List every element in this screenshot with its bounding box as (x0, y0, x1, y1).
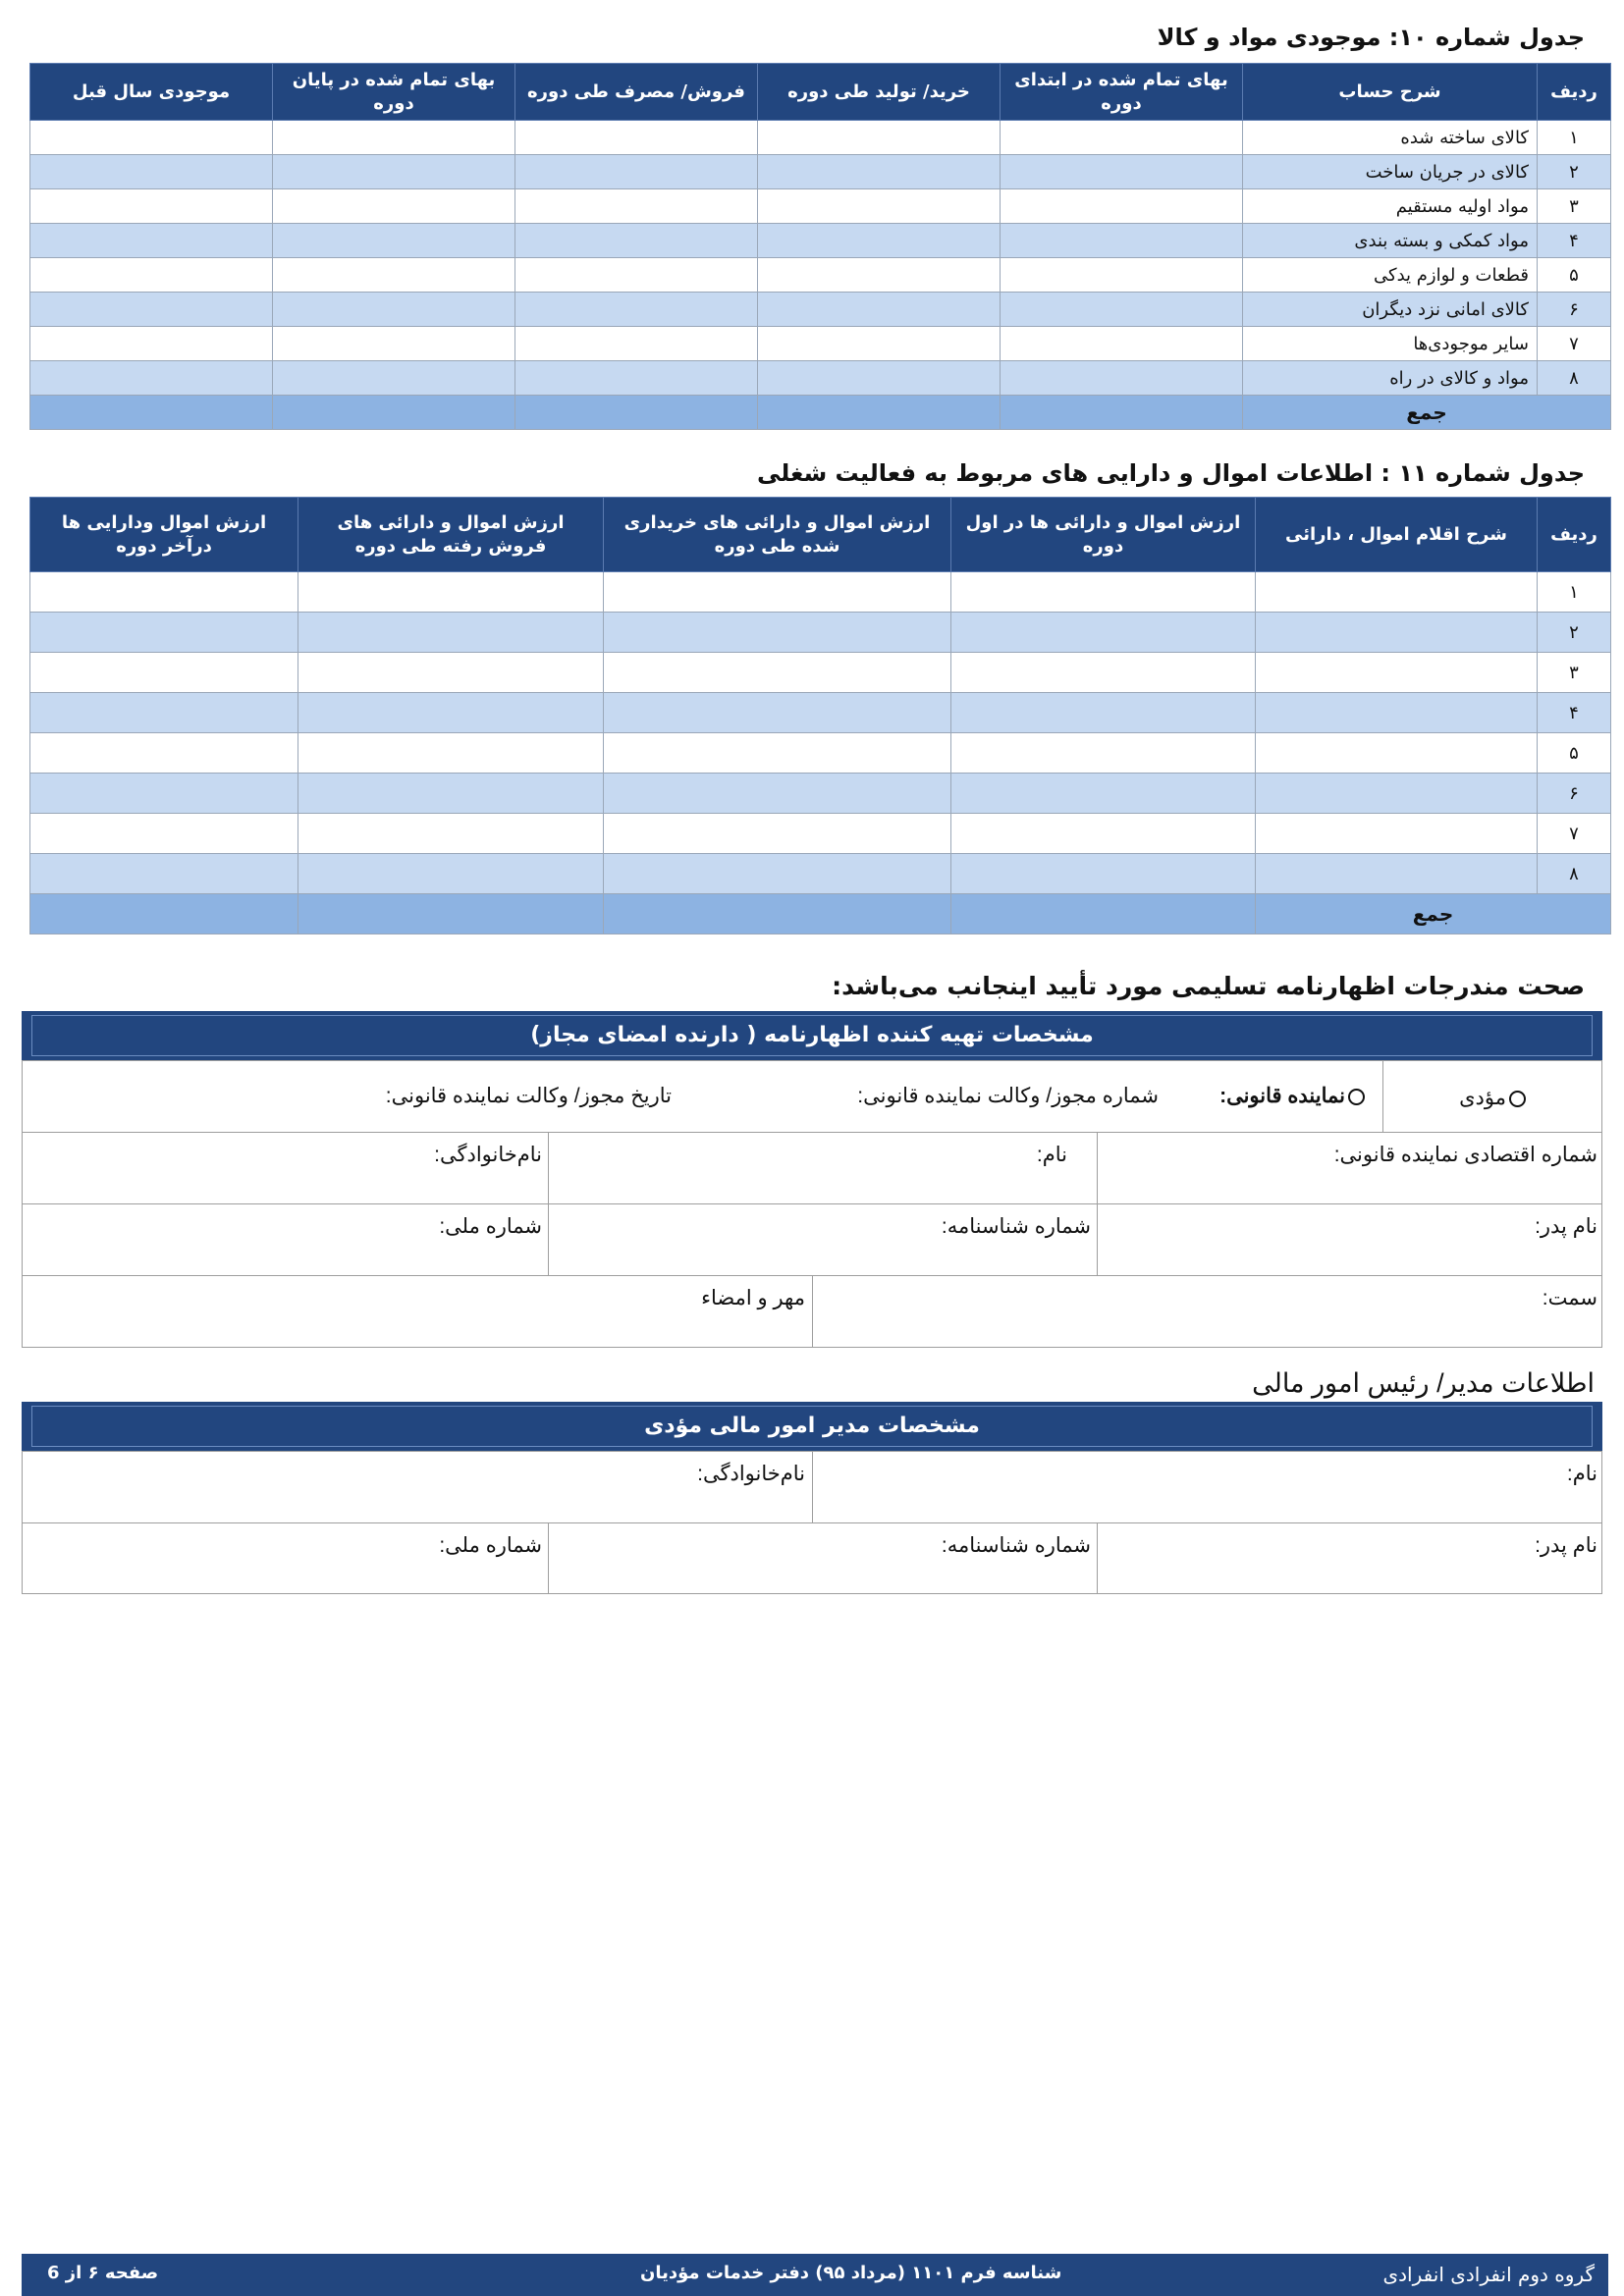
value-cell[interactable] (30, 653, 298, 693)
divider (1097, 1132, 1098, 1275)
last-name-label: نام‌خانوادگی: (434, 1144, 542, 1166)
value-cell[interactable] (604, 693, 951, 733)
column-header: شرح اقلام اموال ، دارائی (1256, 498, 1538, 572)
value-cell[interactable] (30, 774, 298, 814)
table-row (30, 572, 1611, 613)
value-cell[interactable] (758, 293, 1001, 327)
table-row (30, 189, 1611, 224)
position-label: سمت: (1542, 1287, 1597, 1309)
value-cell[interactable] (1001, 224, 1243, 258)
value-cell[interactable] (30, 224, 273, 258)
value-cell[interactable] (758, 121, 1001, 155)
value-cell[interactable] (1001, 361, 1243, 396)
father-name-label: نام پدر: (1535, 1215, 1597, 1238)
value-cell[interactable] (951, 774, 1256, 814)
value-cell[interactable] (30, 293, 273, 327)
manager-header (22, 1402, 1602, 1451)
table11-title: جدول شماره ۱۱ : اطلاعات اموال و دارایی های مربوط به فعالیت شغلی (756, 459, 1585, 487)
row-index: ۴ (1538, 693, 1611, 733)
sum-cell[interactable] (298, 894, 604, 934)
table-row (30, 293, 1611, 327)
row-index: ۲ (1538, 155, 1611, 189)
first-name-label: نام: (1036, 1144, 1067, 1166)
column-header: ارزش اموال و دارائی های فروش رفته طی دوره (298, 498, 604, 572)
value-cell[interactable] (30, 613, 298, 653)
manager-national-id-label: شماره ملی: (439, 1534, 542, 1557)
economic-code-label: شماره اقتصادی نماینده قانونی: (1333, 1144, 1597, 1166)
table-row (30, 224, 1611, 258)
row-index: ۷ (1538, 814, 1611, 854)
sum-row (30, 894, 1611, 934)
value-cell[interactable] (951, 814, 1256, 854)
value-cell[interactable] (30, 327, 273, 361)
table-row (30, 258, 1611, 293)
id-number-label: شماره شناسنامه: (941, 1215, 1091, 1238)
assets-table (29, 497, 1611, 934)
row-description: مواد اولیه مستقیم (1243, 189, 1538, 224)
column-header: ردیف (1538, 64, 1611, 121)
value-cell[interactable] (515, 224, 758, 258)
table-header-row (30, 498, 1611, 572)
row-description: کالای ساخته شده (1243, 121, 1538, 155)
row-description: کالای در جریان ساخت (1243, 155, 1538, 189)
value-cell[interactable] (30, 733, 298, 774)
row-index: ۵ (1538, 258, 1611, 293)
value-cell[interactable] (30, 693, 298, 733)
table10-title: جدول شماره ۱۰: موجودی مواد و کالا (1157, 24, 1585, 51)
sum-label: جمع (1256, 894, 1611, 934)
inventory-table (29, 63, 1611, 430)
value-cell[interactable] (1256, 572, 1538, 613)
value-cell[interactable] (298, 653, 604, 693)
value-cell[interactable] (298, 854, 604, 894)
value-cell[interactable] (758, 258, 1001, 293)
value-cell[interactable] (1001, 293, 1243, 327)
value-cell[interactable] (1001, 121, 1243, 155)
value-cell[interactable] (30, 121, 273, 155)
row-index: ۸ (1538, 361, 1611, 396)
value-cell[interactable] (1256, 613, 1538, 653)
legal-rep-option[interactable] (1219, 1084, 1365, 1108)
manager-section-title: اطلاعات مدیر/ رئیس امور مالی (1252, 1368, 1595, 1398)
value-cell[interactable] (515, 293, 758, 327)
column-header: ارزش اموال و دارائی های خریداری شده طی دوره (604, 498, 951, 572)
license-number-label: شماره مجوز/ وکالت نماینده قانونی: (857, 1085, 1159, 1107)
row-description: مواد و کالای در راه (1243, 361, 1538, 396)
value-cell[interactable] (758, 361, 1001, 396)
national-id-label: شماره ملی: (439, 1215, 542, 1238)
value-cell[interactable] (758, 224, 1001, 258)
value-cell[interactable] (604, 613, 951, 653)
sum-label: جمع (1243, 396, 1611, 430)
sum-cell[interactable] (30, 894, 298, 934)
value-cell[interactable] (1256, 693, 1538, 733)
value-cell[interactable] (30, 572, 298, 613)
row-description: مواد کمکی و بسته بندی (1243, 224, 1538, 258)
divider (1097, 1522, 1098, 1594)
sum-cell[interactable] (515, 396, 758, 430)
page-footer (22, 2254, 1608, 2296)
table-row (30, 653, 1611, 693)
value-cell[interactable] (1256, 854, 1538, 894)
value-cell[interactable] (951, 613, 1256, 653)
value-cell[interactable] (951, 693, 1256, 733)
divider (812, 1275, 813, 1348)
row-index: ۱ (1538, 121, 1611, 155)
sum-row (30, 396, 1611, 430)
value-cell[interactable] (515, 155, 758, 189)
legal-rep-radio-icon[interactable] (1348, 1089, 1365, 1105)
sum-cell[interactable] (604, 894, 951, 934)
value-cell[interactable] (30, 814, 298, 854)
manager-first-name-label: نام: (1566, 1463, 1597, 1485)
column-header: ارزش اموال ودارایی ها درآخر دوره (30, 498, 298, 572)
value-cell[interactable] (515, 258, 758, 293)
row-index: ۳ (1538, 653, 1611, 693)
table-row (30, 327, 1611, 361)
row-description: کالای امانی نزد دیگران (1243, 293, 1538, 327)
footer-group: گروه دوم انفرادی انفرادی (1382, 2263, 1595, 2286)
value-cell[interactable] (758, 327, 1001, 361)
row-index: ۲ (1538, 613, 1611, 653)
table-row (30, 155, 1611, 189)
divider (548, 1132, 549, 1275)
divider (22, 1132, 1602, 1133)
row-description: قطعات و لوازم یدکی (1243, 258, 1538, 293)
value-cell[interactable] (604, 653, 951, 693)
preparer-header (22, 1011, 1602, 1060)
legal-rep-option-label: نماینده قانونی: (1219, 1085, 1345, 1107)
value-cell[interactable] (273, 224, 515, 258)
value-cell[interactable] (298, 733, 604, 774)
table-row (30, 854, 1611, 894)
value-cell[interactable] (273, 189, 515, 224)
value-cell[interactable] (273, 327, 515, 361)
column-header: بهای تمام شده در ابتدای دوره (1001, 64, 1243, 121)
column-header: ردیف (1538, 498, 1611, 572)
manager-father-name-label: نام پدر: (1535, 1534, 1597, 1557)
sum-cell[interactable] (951, 894, 1256, 934)
table-row (30, 693, 1611, 733)
value-cell[interactable] (951, 854, 1256, 894)
manager-id-number-label: شماره شناسنامه: (941, 1534, 1091, 1557)
column-header: بهای تمام شده در پایان دوره (273, 64, 515, 121)
column-header: ارزش اموال و دارائی ها در اول دوره (951, 498, 1256, 572)
row-index: ۳ (1538, 189, 1611, 224)
table-row (30, 613, 1611, 653)
column-header: شرح حساب (1243, 64, 1538, 121)
table-row (30, 774, 1611, 814)
row-index: ۶ (1538, 293, 1611, 327)
value-cell[interactable] (298, 814, 604, 854)
sum-cell[interactable] (758, 396, 1001, 430)
confirmation-text: صحت مندرجات اظهارنامه تسلیمی مورد تأیید اینجانب می‌باشد: (832, 972, 1585, 1000)
value-cell[interactable] (1001, 189, 1243, 224)
value-cell[interactable] (273, 258, 515, 293)
divider (812, 1451, 813, 1522)
row-index: ۶ (1538, 774, 1611, 814)
column-header: خرید/ تولید طی دوره (758, 64, 1001, 121)
value-cell[interactable] (30, 189, 273, 224)
value-cell[interactable] (298, 613, 604, 653)
value-cell[interactable] (604, 854, 951, 894)
value-cell[interactable] (298, 774, 604, 814)
value-cell[interactable] (30, 361, 273, 396)
value-cell[interactable] (604, 774, 951, 814)
row-index: ۸ (1538, 854, 1611, 894)
value-cell[interactable] (758, 155, 1001, 189)
value-cell[interactable] (1001, 155, 1243, 189)
divider (22, 1203, 1602, 1204)
table-row (30, 361, 1611, 396)
row-description: سایر موجودی‌ها (1243, 327, 1538, 361)
value-cell[interactable] (30, 854, 298, 894)
value-cell[interactable] (273, 155, 515, 189)
value-cell[interactable] (1256, 653, 1538, 693)
preparer-header-label: مشخصات تهیه کننده اظهارنامه ( دارنده امضای مجاز) (31, 1015, 1593, 1056)
value-cell[interactable] (515, 189, 758, 224)
value-cell[interactable] (758, 189, 1001, 224)
column-header: فروش/ مصرف طی دوره (515, 64, 758, 121)
value-cell[interactable] (30, 258, 273, 293)
value-cell[interactable] (604, 814, 951, 854)
sum-cell[interactable] (1001, 396, 1243, 430)
taxpayer-option-label: مؤدی (1459, 1087, 1506, 1109)
row-index: ۱ (1538, 572, 1611, 613)
table-row (30, 733, 1611, 774)
value-cell[interactable] (1001, 327, 1243, 361)
value-cell[interactable] (273, 293, 515, 327)
taxpayer-radio-icon[interactable] (1509, 1091, 1526, 1107)
seal-signature-label: مهر و امضاء (701, 1287, 805, 1309)
value-cell[interactable] (298, 572, 604, 613)
column-header: موجودی سال قبل (30, 64, 273, 121)
footer-form-id: شناسه فرم ۱۱۰۱ (مرداد ۹۵) دفتر خدمات مؤدیان (640, 2263, 1062, 2283)
license-date-label: تاریخ مجوز/ وکالت نماینده قانونی: (385, 1085, 672, 1107)
value-cell[interactable] (604, 733, 951, 774)
value-cell[interactable] (515, 121, 758, 155)
row-index: ۵ (1538, 733, 1611, 774)
value-cell[interactable] (273, 361, 515, 396)
divider (1382, 1060, 1383, 1132)
footer-page-number: صفحه ۶ از 6 (47, 2263, 159, 2283)
divider (548, 1522, 549, 1594)
taxpayer-option[interactable] (1459, 1086, 1526, 1110)
value-cell[interactable] (951, 653, 1256, 693)
value-cell[interactable] (1256, 774, 1538, 814)
divider (22, 1522, 1602, 1523)
value-cell[interactable] (30, 155, 273, 189)
value-cell[interactable] (1001, 258, 1243, 293)
manager-last-name-label: نام‌خانوادگی: (697, 1463, 805, 1485)
value-cell[interactable] (1256, 814, 1538, 854)
value-cell[interactable] (951, 572, 1256, 613)
manager-header-label: مشخصات مدیر امور مالی مؤدی (31, 1406, 1593, 1447)
value-cell[interactable] (1256, 733, 1538, 774)
value-cell[interactable] (273, 121, 515, 155)
value-cell[interactable] (298, 693, 604, 733)
value-cell[interactable] (951, 733, 1256, 774)
table-header-row (30, 64, 1611, 121)
table-row (30, 121, 1611, 155)
table-row (30, 814, 1611, 854)
sum-cell[interactable] (30, 396, 273, 430)
value-cell[interactable] (604, 572, 951, 613)
value-cell[interactable] (515, 361, 758, 396)
sum-cell[interactable] (273, 396, 515, 430)
row-index: ۴ (1538, 224, 1611, 258)
value-cell[interactable] (515, 327, 758, 361)
row-index: ۷ (1538, 327, 1611, 361)
